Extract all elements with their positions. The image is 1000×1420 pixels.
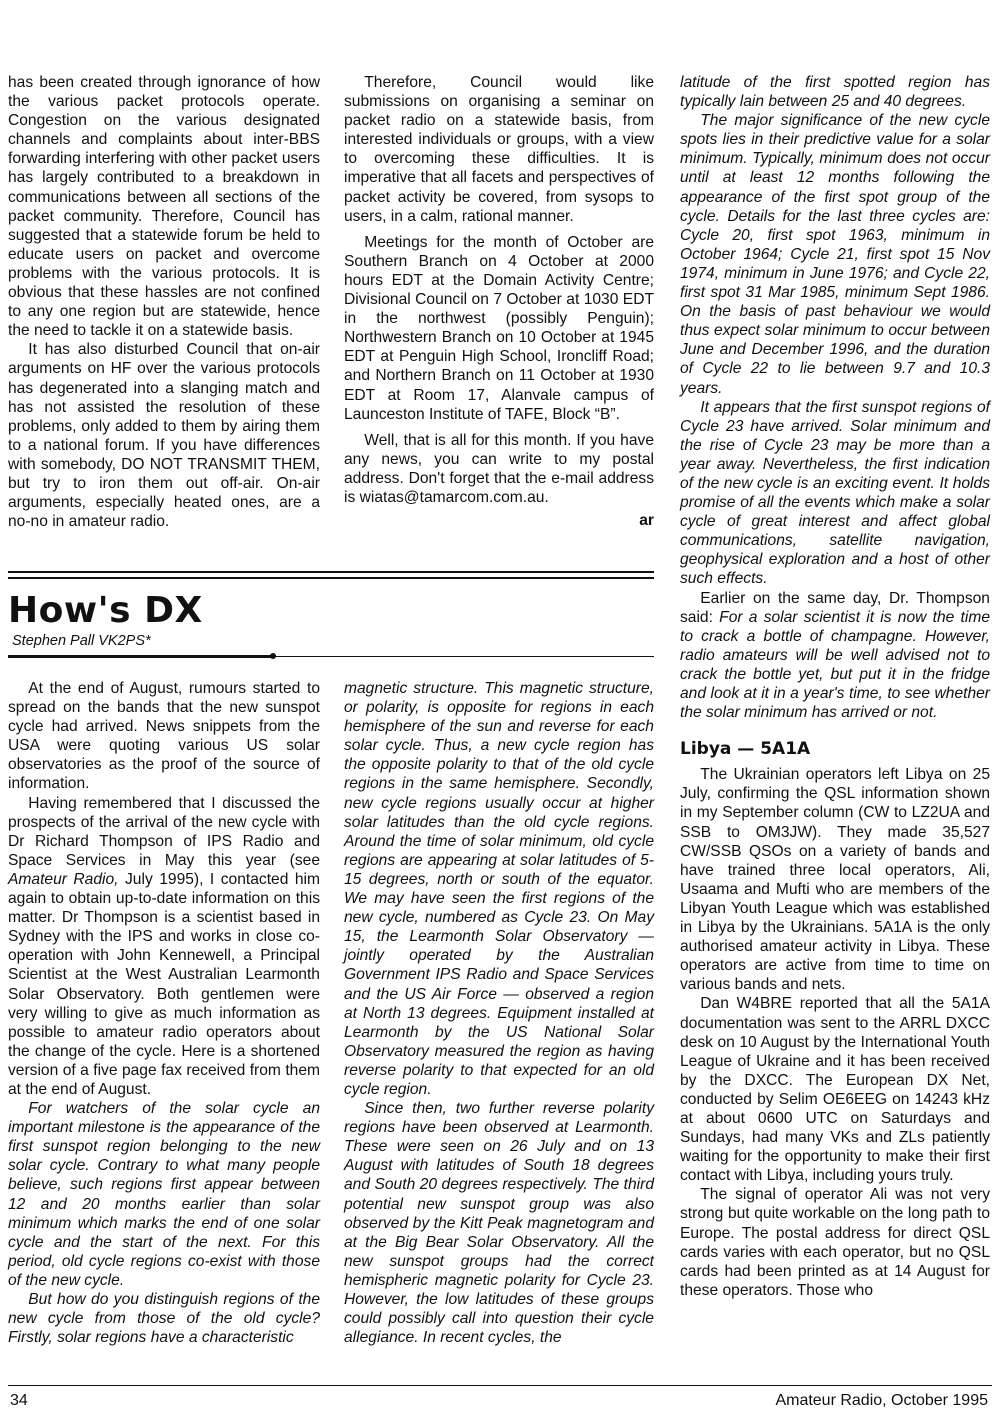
paragraph-text: Having remembered that I discussed the prospects of the arrival of the new cycle with Dr Richard Thompson of IPS Radio and Space Services in May this year (see	[8, 794, 320, 869]
quote: For a solar scientist it is now the time to crack a bottle of champagne. However, radio amateurs will be well advised not to crack the bottle yet, but put it in the fridge and look at it in a year's time, to see whether the solar minimum has arrived or not.	[680, 608, 990, 722]
section-heading-libya: Libya — 5A1A	[680, 739, 811, 760]
paragraph: Well, that is all for this month. If you have any news, you can write to my postal address. Don't forget that the e-mail address is wiatas@tamarcom.com.au.	[344, 431, 654, 506]
article-end-mark: ar	[639, 512, 654, 530]
column-5-hows-dx	[344, 679, 654, 1347]
paragraph	[680, 589, 990, 723]
magazine-title: Amateur Radio,	[8, 870, 119, 888]
footer-rule	[8, 1385, 992, 1386]
publication-info: Amateur Radio, October 1995	[775, 1392, 988, 1409]
column-4-hows-dx	[8, 679, 320, 1347]
paragraph: The signal of operator Ali was not very strong but quite workable on the long path to Europe. The postal address for direct QSL cards varies with each operator, but no QSL cards had been printed as at 14 August for these operators. Those who	[680, 1186, 990, 1299]
paragraph: But how do you distinguish regions of the new cycle from those of the old cycle? Firstly, solar regions have a characteristic	[8, 1291, 320, 1347]
byline: Stephen Pall VK2PS*	[12, 633, 151, 649]
paragraph: The major significance of the new cycle spots lies in their predictive value for a solar minimum. Typically, minimum does not occur until at least 12 months following the appearance of the first spot group of the cycle. Details for the last three cycles are: Cycle 20, first spot 1963, minimum in October 1964; Cycle 21, first spot 15 Nov 1974, minimum in June 1976; and Cycle 22, first spot 31 Mar 1985, minimum Sept 1986. On the basis of past behaviour we would thus expect solar minimum to occur between June and December 1996, and the duration of Cycle 22 to lie between 9.7 and 10.3 years.	[680, 112, 990, 397]
paragraph: Since then, two further reverse polarity regions have been observed at Learmonth. These were seen on 26 July and on 13 August with latitudes of South 18 degrees and South 20 degrees respectively. The third potential new sunspot group was also observed by the Kitt Peak magnetogram and at the Big Bear Solar Observatory. All the new sunspot groups had the correct hemispheric magnetic polarity for Cycle 23. However, the low latitudes of these groups could possibly call into question their cycle allegiance. In recent cycles, the	[344, 1100, 654, 1347]
paragraph: At the end of August, rumours started to spread on the bands that the new sunspot cycle had arrived. News snippets from the USA were quoting various US solar observatories as the proof of the source of information.	[8, 680, 320, 793]
paragraph: It has also disturbed Council that on-air arguments on HF over the various protocols has degenerated into a slanging match and has not assisted the resolution of these problems, only added to them by airing them to a national forum. If you have differences with somebody, DO NOT TRANSMIT THEM, but try to iron them out off-air. On-air arguments, especially heated ones, are a no-no in amateur radio.	[8, 341, 320, 531]
paragraph: The Ukrainian operators left Libya on 25 July, confirming the QSL information shown in my September column (CW to LZ2UA and SSB to OM3JW). They made 35,527 CW/SSB QSOs on a variety of bands and have trained three local operators, Ali, Usaama and Mufti who are members of the Libyan Youth League which was established in Libya by the Ukrainians. 5A1A is the only authorised amateur activity in Libya. These operators are active from time to time on various bands and nets.	[680, 766, 990, 994]
paragraph: Dan W4BRE reported that all the 5A1A documentation was sent to the ARRL DXCC desk on 10 August by the International Youth League of Ukraine and it has been received by the DXCC. The European DX Net, conducted by Selim OE6EEG on 14243 kHz at about 0600 UTC on Saturdays and Sundays, had many VKs and ZLs patiently waiting for the opportunity to make their first contact with Libya, including yours truly.	[680, 995, 990, 1185]
article-title: How's DX	[8, 590, 203, 631]
paragraph-text: July 1995), I contacted him again to obtain up-to-date information on this matter. Dr Thompson is a scientist based in Sydney with the IPS and works in close co-operation with John Kennewell, a Principal Scientist at the West Australian Learmonth Solar Observatory. Both gentlemen were very willing to give as much information as possible to amateur radio operators about the change of the cycle. Here is a shortened version of a five page fax received from them at the end of August.	[8, 870, 320, 1098]
column-2-previous-article	[344, 73, 654, 530]
byline-rule-thick	[8, 655, 272, 658]
rule-dot	[270, 653, 276, 659]
paragraph: It appears that the first sunspot regions of Cycle 23 have arrived. Solar minimum and the rise of Cycle 23 may be more than a year away. Nevertheless, the first indication of the new cycle is an exciting event. It holds promise of all the events which make a solar cycle of great interest and affect global communications, satellite navigation, geophysical exploration and a host of other such effects.	[680, 398, 990, 588]
paragraph	[8, 794, 320, 1100]
page-number: 34	[10, 1392, 28, 1409]
paragraph: latitude of the first spotted region has typically lain between 25 and 40 degrees.	[680, 74, 990, 111]
paragraph: Meetings for the month of October are Southern Branch on 4 October at 2000 hours EDT at the Domain Activity Centre; Divisional Council on 7 October at 1030 EDT in the northwest (possibly Penguin); Northwestern Branch on 10 October at 1945 EDT at Penguin High School, Ironcliff Road; and Northern Branch on 11 October at 1930 EDT at Room 17, Alanvale campus of Launceston Institute of TAFE, Block “B”.	[344, 233, 654, 423]
column-3-hows-dx	[680, 73, 990, 1300]
paragraph: has been created through ignorance of how the various packet protocols operate. Congestion on the various designated channels and complaints about inter-BBS forwarding interfering with other packet users has largely contributed to a breakdown in communications between all sections of the packet community. Therefore, Council has suggested that a statewide forum be held to educate users on packet and overcome problems with the various protocols. It is obvious that these hassles are not confined to any one region but are statewide, hence the need to tackle it on a statewide basis.	[8, 74, 320, 340]
paragraph: For watchers of the solar cycle an important milestone is the appearance of the first sunspot region belonging to the new solar cycle. Contrary to what many people believe, such regions first appear between 12 and 20 months earlier than solar minimum which marks the end of one solar cycle and the start of the next. For this period, old cycle regions co-exist with those of the new cycle.	[8, 1100, 320, 1289]
section-divider	[8, 577, 654, 579]
section-divider	[8, 571, 654, 573]
paragraph-lead: Earlier on the same day, Dr. Thompson said:	[680, 589, 990, 626]
paragraph: Therefore, Council would like submissions on organising a seminar on packet radio on a statewide basis, from interested individuals or groups, with a view to overcoming these difficulties. It is imperative that all facets and perspectives of packet activity be covered, from sysops to users, in a calm, rational manner.	[344, 74, 654, 225]
column-1-previous-article	[8, 73, 320, 531]
paragraph: magnetic structure. This magnetic structure, or polarity, is opposite for regions in each hemisphere of the sun and reverse for each solar cycle. Thus, a new cycle region has the opposite polarity to that of the old cycle regions in the same hemisphere. Secondly, new cycle regions usually occur at higher solar latitudes than the old cycle regions. Around the time of solar minimum, old cycle regions are appearing at solar latitudes of 5-15 degrees, north or south of the equator. We may have seen the first regions of the new cycle, numbered as Cycle 23. On May 15, the Learmonth Solar Observatory — jointly operated by the Australian Government IPS Radio and Space Services and the US Air Force — observed a region at North 13 degrees. Equipment installed at Learmonth by the US National Solar Observatory measured the region as having reverse polarity to that expected for an old cycle region.	[344, 680, 654, 1098]
